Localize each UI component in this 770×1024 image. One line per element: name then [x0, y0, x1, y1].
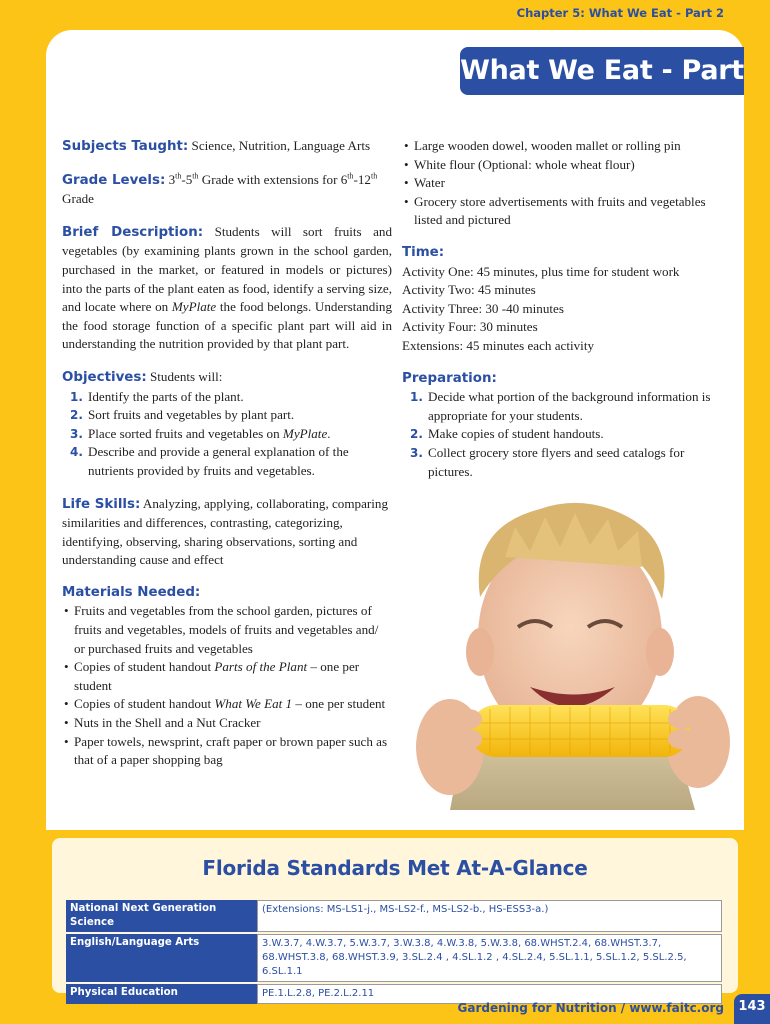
brief-text-2: the food belongs. Understanding the food storage function of a specific plant part will aid in understanding the nutrition provided by that plant part. [62, 299, 392, 352]
preparation-text: Make copies of student handouts. [428, 426, 604, 442]
standard-value: 3.W.3.7, 4.W.3.7, 5.W.3.7, 3.W.3.8, 4.W.3.8, 5.W.3.8, 68.WHST.2.4, 68.WHST.3.7, 68.WHST.3.8, 68.WHST.3.9, 3.SL.2.4 , 4.SL.1.2 , 4.SL.2.4, 5.SL.1.1, 5.SL.1.2, 5.SL.2.5, 6.SL.1.1 [257, 934, 722, 982]
material-item [62, 695, 392, 714]
life-skills-text: Analyzing, applying, collaborating, comparing similarities and differences, contrasting, categorizing, identifying, observing, sharing observations, sorting and understanding cause and effect [62, 495, 388, 568]
grade-ext-to-sup: th [370, 171, 378, 181]
preparation-item [402, 425, 732, 444]
objective-num: 1. [70, 389, 83, 404]
objectives-intro: Students will: [150, 368, 223, 384]
preparation-num: 1. [410, 390, 423, 405]
material-item [62, 602, 392, 658]
life-skills-label: Life Skills: [62, 496, 141, 512]
time-label: Time: [402, 244, 445, 260]
preparation-item [402, 444, 732, 481]
material-item: • White flour (Optional: whole wheat flour) [402, 156, 732, 175]
table-row [66, 934, 722, 982]
grade-ext-from: 6 [340, 171, 348, 187]
objectives-list [62, 388, 392, 481]
grade-mid: Grade with extensions for [198, 171, 341, 187]
grade-end: Grade [62, 191, 94, 207]
objective-myplate: MyPlate [282, 425, 328, 441]
material-item: • Large wooden dowel, wooden mallet or rolling pin [402, 137, 732, 156]
objective-item [62, 406, 392, 425]
child-eating-corn-photo [410, 487, 730, 810]
objective-text: Describe and provide a general explanation of the nutrients provided by fruits and vegetables. [88, 444, 349, 478]
objective-num: 4. [70, 445, 83, 460]
preparation-text: Decide what portion of the background information is appropriate for your students. [428, 389, 711, 423]
objective-item [62, 388, 392, 407]
standards-box [52, 838, 738, 999]
standard-label: English/Language Arts [66, 934, 257, 982]
objective-text: Place sorted fruits and vegetables on [88, 425, 283, 441]
objective-item [62, 425, 392, 444]
material-text: Copies of student handout [74, 696, 215, 712]
objective-num: 2. [70, 408, 83, 423]
materials-section [62, 584, 392, 770]
grade-to: 5 [185, 171, 193, 187]
grade-ext-to: 12 [357, 171, 371, 187]
time-line: Extensions: 45 minutes each activity [402, 337, 595, 353]
grade-dash: - [181, 171, 186, 187]
photo-illustration [410, 487, 730, 810]
grade-to-sup: th [192, 171, 199, 181]
preparation-num: 3. [410, 445, 423, 460]
brief-text-1: Students will sort fruits and vegetables (by examining plants grown in the school garden, purchased in the market, or featured in models or pictures) into the parts of the plant eaten as food, identify a serving size, and locate where on [62, 223, 392, 315]
preparation-section [402, 370, 732, 482]
time-line: Activity Three: 30 -40 minutes [402, 300, 564, 316]
material-handout-title: Parts of the Plant [214, 659, 308, 675]
preparation-label: Preparation: [402, 370, 497, 386]
objective-item [62, 443, 392, 480]
brief-label: Brief Description: [62, 224, 204, 240]
standards-table [66, 898, 722, 1006]
subjects-label: Subjects Taught: [62, 139, 189, 154]
grade-ext-dash: - [353, 171, 358, 187]
grade-from-sup: th [175, 171, 182, 181]
materials-continued [402, 137, 732, 230]
objective-end: . [327, 425, 331, 441]
material-end: – one per student [292, 696, 386, 712]
material-item [62, 714, 392, 733]
grade-label: Grade Levels: [62, 172, 166, 188]
preparation-num: 2. [410, 427, 423, 442]
footer-text: Gardening for Nutrition / www.faitc.org [457, 1001, 724, 1015]
standard-label: Physical Education [66, 984, 257, 1004]
material-text: Copies of student handout [74, 659, 215, 675]
material-text: Nuts in the Shell and a Nut Cracker [74, 715, 261, 731]
objective-num: 3. [70, 426, 83, 441]
subjects-text: Science, Nutrition, Language Arts [191, 138, 371, 153]
materials-label: Materials Needed: [62, 584, 201, 600]
right-column [402, 137, 732, 495]
preparation-text: Collect grocery store flyers and seed catalogs for pictures. [428, 444, 685, 479]
time-line: Activity Two: 45 minutes [402, 282, 536, 298]
grade-from: 3 [168, 171, 176, 187]
material-text: Fruits and vegetables from the school garden, pictures of fruits and vegetables, models of fruits and vegetables and/ or purchased fruits and vegetables [74, 603, 379, 656]
time-line: Activity Four: 30 minutes [402, 319, 538, 335]
preparation-item [402, 388, 732, 425]
standards-title: Florida Standards Met At-A-Glance [202, 856, 588, 880]
life-skills-section [62, 495, 392, 570]
material-item: • Grocery store advertisements with fruits and vegetables listed and pictured [402, 193, 732, 230]
brief-section [62, 223, 392, 354]
grade-ext-from-sup: th [347, 171, 354, 181]
standard-label: National Next Generation Science [66, 900, 257, 932]
material-item [62, 658, 392, 695]
time-section [402, 244, 732, 356]
materials-continued-list [402, 137, 732, 230]
page-number: 143 [734, 994, 770, 1024]
materials-list [62, 602, 392, 769]
objective-text: Identify the parts of the plant. [88, 388, 244, 404]
preparation-list [402, 388, 732, 481]
page-title: What We Eat - Part 2 [460, 47, 744, 95]
material-handout-title: What We Eat 1 [214, 696, 293, 712]
objectives-label: Objectives: [62, 369, 147, 385]
material-item: • Water [402, 174, 732, 193]
brief-myplate: MyPlate [171, 299, 217, 315]
chapter-header: Chapter 5: What We Eat - Part 2 [516, 6, 724, 20]
objectives-section [62, 368, 392, 481]
table-row [66, 900, 722, 932]
standard-value: (Extensions: MS-LS1-j., MS-LS2-f., MS-LS2-b., HS-ESS3-a.) [257, 900, 722, 932]
material-item [62, 733, 392, 770]
grade-section [62, 171, 392, 209]
standard-value: PE.1.L.2.8, PE.2.L.2.11 [257, 984, 722, 1004]
subjects-section [62, 137, 392, 157]
left-column [62, 137, 392, 784]
material-text: Paper towels, newsprint, craft paper or brown paper such as that of a paper shopping bag [74, 733, 388, 768]
objective-text: Sort fruits and vegetables by plant part. [88, 407, 295, 423]
time-line: Activity One: 45 minutes, plus time for student work [402, 263, 680, 279]
material-end: – one per student [74, 659, 360, 693]
